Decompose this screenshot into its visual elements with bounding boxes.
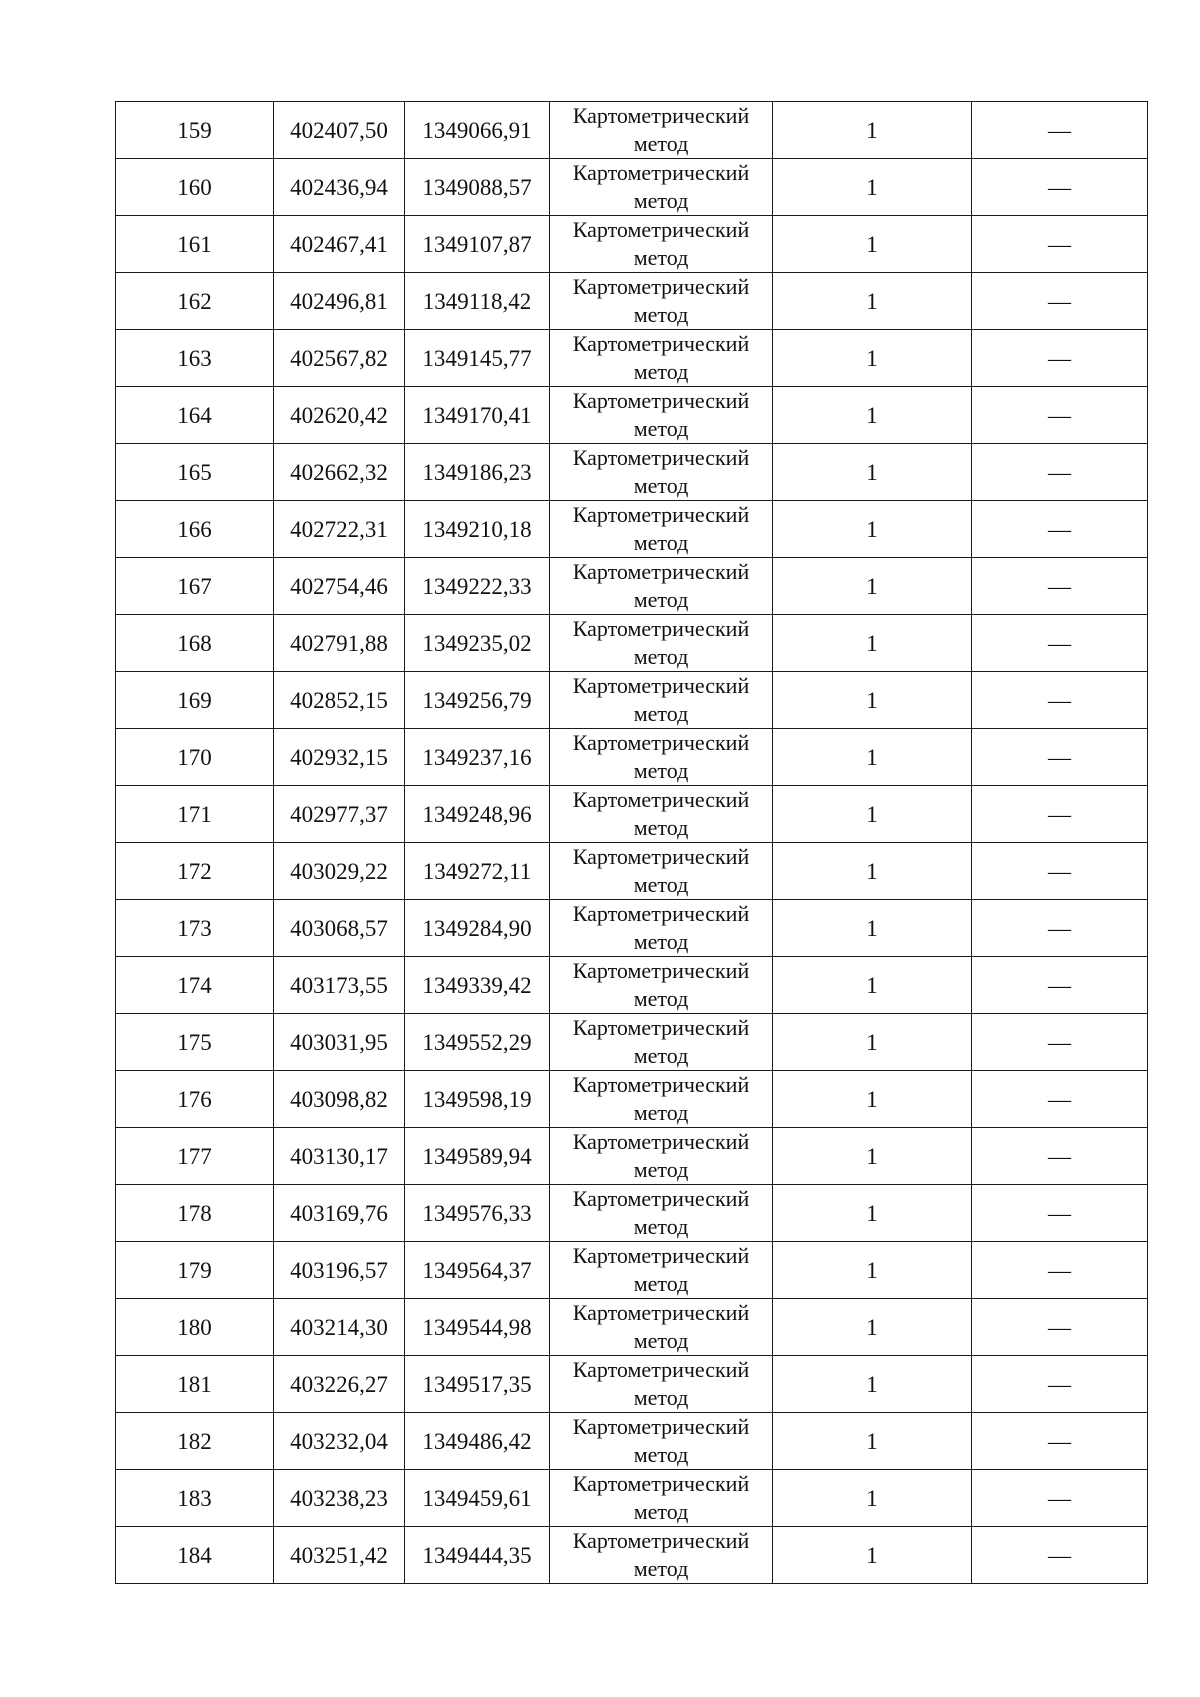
table-row <box>116 1470 1148 1527</box>
method-cell: Картометрический метод <box>550 1242 773 1299</box>
precision-cell: 1 <box>773 102 972 159</box>
method-cell: Картометрический метод <box>550 843 773 900</box>
point-number-cell: 179 <box>116 1242 274 1299</box>
point-number-cell: 173 <box>116 900 274 957</box>
method-cell: Картометрический метод <box>550 1299 773 1356</box>
method-cell: Картометрический метод <box>550 102 773 159</box>
x-coordinate-cell: 403232,04 <box>274 1413 405 1470</box>
method-cell: Картометрический метод <box>550 672 773 729</box>
method-cell: Картометрический метод <box>550 729 773 786</box>
y-coordinate-cell: 1349066,91 <box>405 102 550 159</box>
y-coordinate-cell: 1349256,79 <box>405 672 550 729</box>
method-cell: Картометрический метод <box>550 1128 773 1185</box>
note-cell: — <box>972 1470 1148 1527</box>
point-number-cell: 167 <box>116 558 274 615</box>
note-cell: — <box>972 786 1148 843</box>
note-cell: — <box>972 957 1148 1014</box>
method-cell: Картометрический метод <box>550 1527 773 1584</box>
method-cell: Картометрический метод <box>550 1356 773 1413</box>
table-row <box>116 102 1148 159</box>
table-row <box>116 216 1148 273</box>
x-coordinate-cell: 402791,88 <box>274 615 405 672</box>
x-coordinate-cell: 402407,50 <box>274 102 405 159</box>
method-cell: Картометрический метод <box>550 330 773 387</box>
x-coordinate-cell: 402932,15 <box>274 729 405 786</box>
y-coordinate-cell: 1349107,87 <box>405 216 550 273</box>
y-coordinate-cell: 1349186,23 <box>405 444 550 501</box>
y-coordinate-cell: 1349576,33 <box>405 1185 550 1242</box>
y-coordinate-cell: 1349517,35 <box>405 1356 550 1413</box>
x-coordinate-cell: 403130,17 <box>274 1128 405 1185</box>
method-cell: Картометрический метод <box>550 387 773 444</box>
note-cell: — <box>972 558 1148 615</box>
precision-cell: 1 <box>773 1527 972 1584</box>
table-row <box>116 1128 1148 1185</box>
note-cell: — <box>972 1128 1148 1185</box>
table-row <box>116 900 1148 957</box>
coordinates-table <box>115 101 1148 1584</box>
point-number-cell: 162 <box>116 273 274 330</box>
table-row <box>116 615 1148 672</box>
x-coordinate-cell: 403098,82 <box>274 1071 405 1128</box>
table-row <box>116 843 1148 900</box>
note-cell: — <box>972 615 1148 672</box>
x-coordinate-cell: 402620,42 <box>274 387 405 444</box>
note-cell: — <box>972 501 1148 558</box>
point-number-cell: 161 <box>116 216 274 273</box>
y-coordinate-cell: 1349339,42 <box>405 957 550 1014</box>
note-cell: — <box>972 1071 1148 1128</box>
precision-cell: 1 <box>773 1299 972 1356</box>
method-cell: Картометрический метод <box>550 1071 773 1128</box>
point-number-cell: 183 <box>116 1470 274 1527</box>
note-cell: — <box>972 102 1148 159</box>
y-coordinate-cell: 1349598,19 <box>405 1071 550 1128</box>
table-row <box>116 1071 1148 1128</box>
table-row <box>116 330 1148 387</box>
method-cell: Картометрический метод <box>550 900 773 957</box>
point-number-cell: 176 <box>116 1071 274 1128</box>
point-number-cell: 181 <box>116 1356 274 1413</box>
precision-cell: 1 <box>773 786 972 843</box>
point-number-cell: 164 <box>116 387 274 444</box>
method-cell: Картометрический метод <box>550 558 773 615</box>
x-coordinate-cell: 402722,31 <box>274 501 405 558</box>
table-row <box>116 1242 1148 1299</box>
precision-cell: 1 <box>773 729 972 786</box>
point-number-cell: 169 <box>116 672 274 729</box>
method-cell: Картометрический метод <box>550 615 773 672</box>
table-body <box>116 102 1148 1584</box>
point-number-cell: 175 <box>116 1014 274 1071</box>
point-number-cell: 159 <box>116 102 274 159</box>
precision-cell: 1 <box>773 1185 972 1242</box>
precision-cell: 1 <box>773 1014 972 1071</box>
x-coordinate-cell: 402496,81 <box>274 273 405 330</box>
table-row <box>116 729 1148 786</box>
point-number-cell: 178 <box>116 1185 274 1242</box>
method-cell: Картометрический метод <box>550 159 773 216</box>
precision-cell: 1 <box>773 615 972 672</box>
y-coordinate-cell: 1349544,98 <box>405 1299 550 1356</box>
precision-cell: 1 <box>773 1470 972 1527</box>
precision-cell: 1 <box>773 444 972 501</box>
x-coordinate-cell: 402662,32 <box>274 444 405 501</box>
precision-cell: 1 <box>773 273 972 330</box>
precision-cell: 1 <box>773 900 972 957</box>
y-coordinate-cell: 1349486,42 <box>405 1413 550 1470</box>
precision-cell: 1 <box>773 558 972 615</box>
precision-cell: 1 <box>773 672 972 729</box>
method-cell: Картометрический метод <box>550 501 773 558</box>
method-cell: Картометрический метод <box>550 1470 773 1527</box>
x-coordinate-cell: 402977,37 <box>274 786 405 843</box>
note-cell: — <box>972 387 1148 444</box>
y-coordinate-cell: 1349145,77 <box>405 330 550 387</box>
x-coordinate-cell: 403214,30 <box>274 1299 405 1356</box>
x-coordinate-cell: 402436,94 <box>274 159 405 216</box>
precision-cell: 1 <box>773 216 972 273</box>
y-coordinate-cell: 1349222,33 <box>405 558 550 615</box>
point-number-cell: 184 <box>116 1527 274 1584</box>
precision-cell: 1 <box>773 330 972 387</box>
x-coordinate-cell: 403029,22 <box>274 843 405 900</box>
y-coordinate-cell: 1349170,41 <box>405 387 550 444</box>
x-coordinate-cell: 402754,46 <box>274 558 405 615</box>
note-cell: — <box>972 1527 1148 1584</box>
table-row <box>116 1413 1148 1470</box>
precision-cell: 1 <box>773 159 972 216</box>
precision-cell: 1 <box>773 387 972 444</box>
x-coordinate-cell: 402567,82 <box>274 330 405 387</box>
y-coordinate-cell: 1349284,90 <box>405 900 550 957</box>
precision-cell: 1 <box>773 957 972 1014</box>
method-cell: Картометрический метод <box>550 216 773 273</box>
point-number-cell: 171 <box>116 786 274 843</box>
note-cell: — <box>972 729 1148 786</box>
precision-cell: 1 <box>773 1242 972 1299</box>
note-cell: — <box>972 1185 1148 1242</box>
y-coordinate-cell: 1349459,61 <box>405 1470 550 1527</box>
table-row <box>116 501 1148 558</box>
note-cell: — <box>972 216 1148 273</box>
point-number-cell: 180 <box>116 1299 274 1356</box>
precision-cell: 1 <box>773 1128 972 1185</box>
y-coordinate-cell: 1349248,96 <box>405 786 550 843</box>
y-coordinate-cell: 1349272,11 <box>405 843 550 900</box>
table-row <box>116 1356 1148 1413</box>
table-row <box>116 957 1148 1014</box>
table-row <box>116 1185 1148 1242</box>
point-number-cell: 170 <box>116 729 274 786</box>
table-row <box>116 558 1148 615</box>
note-cell: — <box>972 843 1148 900</box>
point-number-cell: 172 <box>116 843 274 900</box>
method-cell: Картометрический метод <box>550 1185 773 1242</box>
y-coordinate-cell: 1349118,42 <box>405 273 550 330</box>
table-row <box>116 159 1148 216</box>
precision-cell: 1 <box>773 843 972 900</box>
method-cell: Картометрический метод <box>550 1413 773 1470</box>
note-cell: — <box>972 1413 1148 1470</box>
note-cell: — <box>972 1356 1148 1413</box>
note-cell: — <box>972 1242 1148 1299</box>
table-row <box>116 1299 1148 1356</box>
x-coordinate-cell: 403238,23 <box>274 1470 405 1527</box>
table-row <box>116 444 1148 501</box>
note-cell: — <box>972 159 1148 216</box>
point-number-cell: 182 <box>116 1413 274 1470</box>
point-number-cell: 174 <box>116 957 274 1014</box>
x-coordinate-cell: 403251,42 <box>274 1527 405 1584</box>
precision-cell: 1 <box>773 1356 972 1413</box>
y-coordinate-cell: 1349235,02 <box>405 615 550 672</box>
note-cell: — <box>972 900 1148 957</box>
note-cell: — <box>972 330 1148 387</box>
table-row <box>116 1527 1148 1584</box>
table-row <box>116 1014 1148 1071</box>
note-cell: — <box>972 1299 1148 1356</box>
note-cell: — <box>972 1014 1148 1071</box>
point-number-cell: 165 <box>116 444 274 501</box>
y-coordinate-cell: 1349444,35 <box>405 1527 550 1584</box>
x-coordinate-cell: 403031,95 <box>274 1014 405 1071</box>
note-cell: — <box>972 273 1148 330</box>
y-coordinate-cell: 1349088,57 <box>405 159 550 216</box>
x-coordinate-cell: 403169,76 <box>274 1185 405 1242</box>
point-number-cell: 163 <box>116 330 274 387</box>
precision-cell: 1 <box>773 1071 972 1128</box>
point-number-cell: 160 <box>116 159 274 216</box>
x-coordinate-cell: 402852,15 <box>274 672 405 729</box>
table-row <box>116 387 1148 444</box>
precision-cell: 1 <box>773 1413 972 1470</box>
table-row <box>116 672 1148 729</box>
method-cell: Картометрический метод <box>550 786 773 843</box>
method-cell: Картометрический метод <box>550 1014 773 1071</box>
table-row <box>116 273 1148 330</box>
point-number-cell: 177 <box>116 1128 274 1185</box>
method-cell: Картометрический метод <box>550 444 773 501</box>
precision-cell: 1 <box>773 501 972 558</box>
y-coordinate-cell: 1349237,16 <box>405 729 550 786</box>
y-coordinate-cell: 1349552,29 <box>405 1014 550 1071</box>
note-cell: — <box>972 672 1148 729</box>
x-coordinate-cell: 403226,27 <box>274 1356 405 1413</box>
note-cell: — <box>972 444 1148 501</box>
table-row <box>116 786 1148 843</box>
y-coordinate-cell: 1349564,37 <box>405 1242 550 1299</box>
x-coordinate-cell: 403196,57 <box>274 1242 405 1299</box>
point-number-cell: 168 <box>116 615 274 672</box>
y-coordinate-cell: 1349210,18 <box>405 501 550 558</box>
method-cell: Картометрический метод <box>550 273 773 330</box>
x-coordinate-cell: 402467,41 <box>274 216 405 273</box>
method-cell: Картометрический метод <box>550 957 773 1014</box>
point-number-cell: 166 <box>116 501 274 558</box>
y-coordinate-cell: 1349589,94 <box>405 1128 550 1185</box>
x-coordinate-cell: 403068,57 <box>274 900 405 957</box>
x-coordinate-cell: 403173,55 <box>274 957 405 1014</box>
